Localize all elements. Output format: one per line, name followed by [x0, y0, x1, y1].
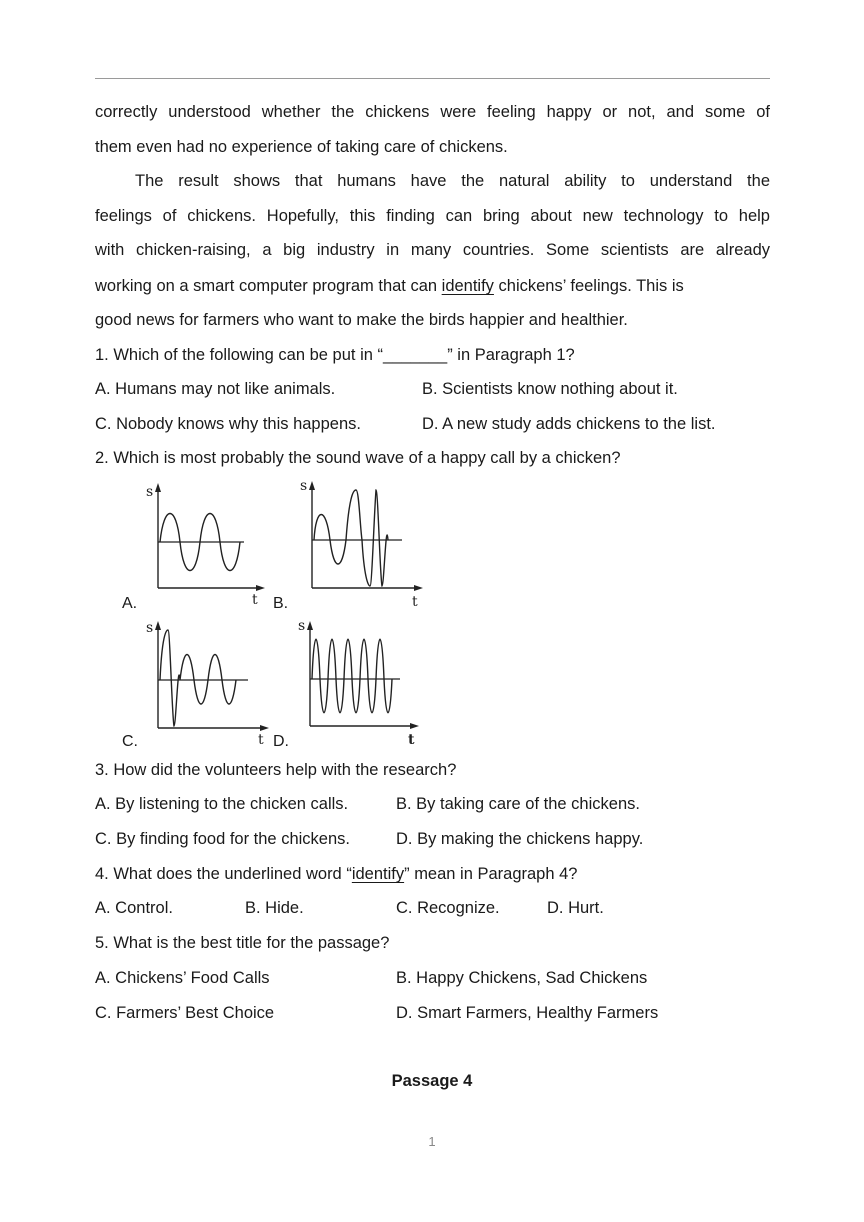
paragraph-line: The result shows that humans have the natural ability to understand the	[135, 172, 770, 190]
header-rule	[95, 78, 770, 79]
underlined-word: identify	[351, 865, 405, 883]
x-axis-arrow	[260, 725, 269, 731]
y-axis-arrow	[309, 481, 315, 490]
wave-curve	[160, 630, 236, 726]
axis-label-t: t	[412, 594, 418, 610]
paragraph-line	[95, 276, 770, 296]
text-run	[95, 276, 684, 296]
question-1-stem: 1. Which of the following can be put in “_______” in Paragraph 1?	[95, 346, 575, 364]
text-run: chickens’ feelings. This is	[493, 277, 684, 295]
y-axis-arrow	[155, 621, 161, 630]
y-axis-arrow	[307, 621, 313, 630]
question-5-option-c: C. Farmers’ Best Choice	[95, 1004, 275, 1022]
question-1-option-c: C. Nobody knows why this happens.	[95, 415, 361, 433]
wave-option-label-a: A.	[122, 595, 138, 612]
question-1-option-b: B. Scientists know nothing about it.	[422, 380, 678, 398]
paragraph-line: correctly understood whether the chickens were feeling happy or not, and some of	[95, 103, 770, 121]
question-3-stem: 3. How did the volunteers help with the research?	[95, 761, 457, 779]
wave-curve	[314, 490, 388, 586]
wave-option-label-b: B.	[273, 595, 289, 612]
text-run: ” mean in Paragraph 4?	[404, 865, 578, 883]
question-1-option-a: A. Humans may not like animals.	[95, 380, 336, 398]
underlined-word: identify	[441, 277, 494, 295]
axis-label-t: t	[252, 592, 258, 608]
page-number: 1	[428, 1134, 436, 1149]
wave-curve	[312, 639, 392, 713]
question-3-option-d: D. By making the chickens happy.	[396, 830, 644, 848]
question-4-stem	[95, 864, 770, 884]
axis-label-t: t	[408, 732, 415, 748]
question-4-option-a: A. Control.	[95, 899, 173, 917]
wave-option-label-d: D.	[273, 733, 289, 750]
paragraph-line: with chicken-raising, a big industry in many countries. Some scientists are already	[95, 241, 770, 259]
axis-label-t: t	[258, 732, 264, 748]
paragraph-line: good news for farmers who want to make the birds happier and healthier.	[95, 311, 628, 329]
x-axis-arrow	[256, 585, 265, 591]
text-run: 4. What does the underlined word “	[95, 865, 352, 883]
question-5-option-a: A. Chickens’ Food Calls	[95, 969, 270, 987]
question-1-option-d: D. A new study adds chickens to the list.	[422, 415, 716, 433]
text-run: working on a smart computer program that can	[95, 277, 442, 295]
wave-option-label-c: C.	[122, 733, 138, 750]
question-5-option-b: B. Happy Chickens, Sad Chickens	[396, 969, 648, 987]
axis-label-s: s	[300, 478, 308, 494]
x-axis-arrow	[414, 585, 423, 591]
x-axis-arrow	[410, 723, 419, 729]
wave-graph-a	[140, 480, 270, 608]
question-5-option-d: D. Smart Farmers, Healthy Farmers	[396, 1004, 659, 1022]
question-3-option-c: C. By finding food for the chickens.	[95, 830, 350, 848]
question-3-option-b: B. By taking care of the chickens.	[396, 795, 640, 813]
paragraph-line: them even had no experience of taking care of chickens.	[95, 138, 508, 156]
question-3-option-a: A. By listening to the chicken calls.	[95, 795, 349, 813]
question-4-option-d: D. Hurt.	[547, 899, 604, 917]
paragraph-line: feelings of chickens. Hopefully, this finding can bring about new technology to help	[95, 207, 770, 225]
wave-graph-b	[296, 476, 426, 610]
y-axis-arrow	[155, 483, 161, 492]
next-passage-heading: Passage 4	[391, 1072, 473, 1090]
axis-label-s: s	[146, 484, 154, 500]
wave-graph-d	[296, 616, 426, 748]
question-4-option-b: B. Hide.	[245, 899, 304, 917]
wave-graph-c	[140, 616, 275, 748]
question-4-option-c: C. Recognize.	[396, 899, 500, 917]
question-2-stem: 2. Which is most probably the sound wave of a happy call by a chicken?	[95, 449, 621, 467]
axis-label-s: s	[146, 620, 154, 636]
axis-label-s: s	[298, 618, 306, 634]
question-5-stem: 5. What is the best title for the passage?	[95, 934, 390, 952]
